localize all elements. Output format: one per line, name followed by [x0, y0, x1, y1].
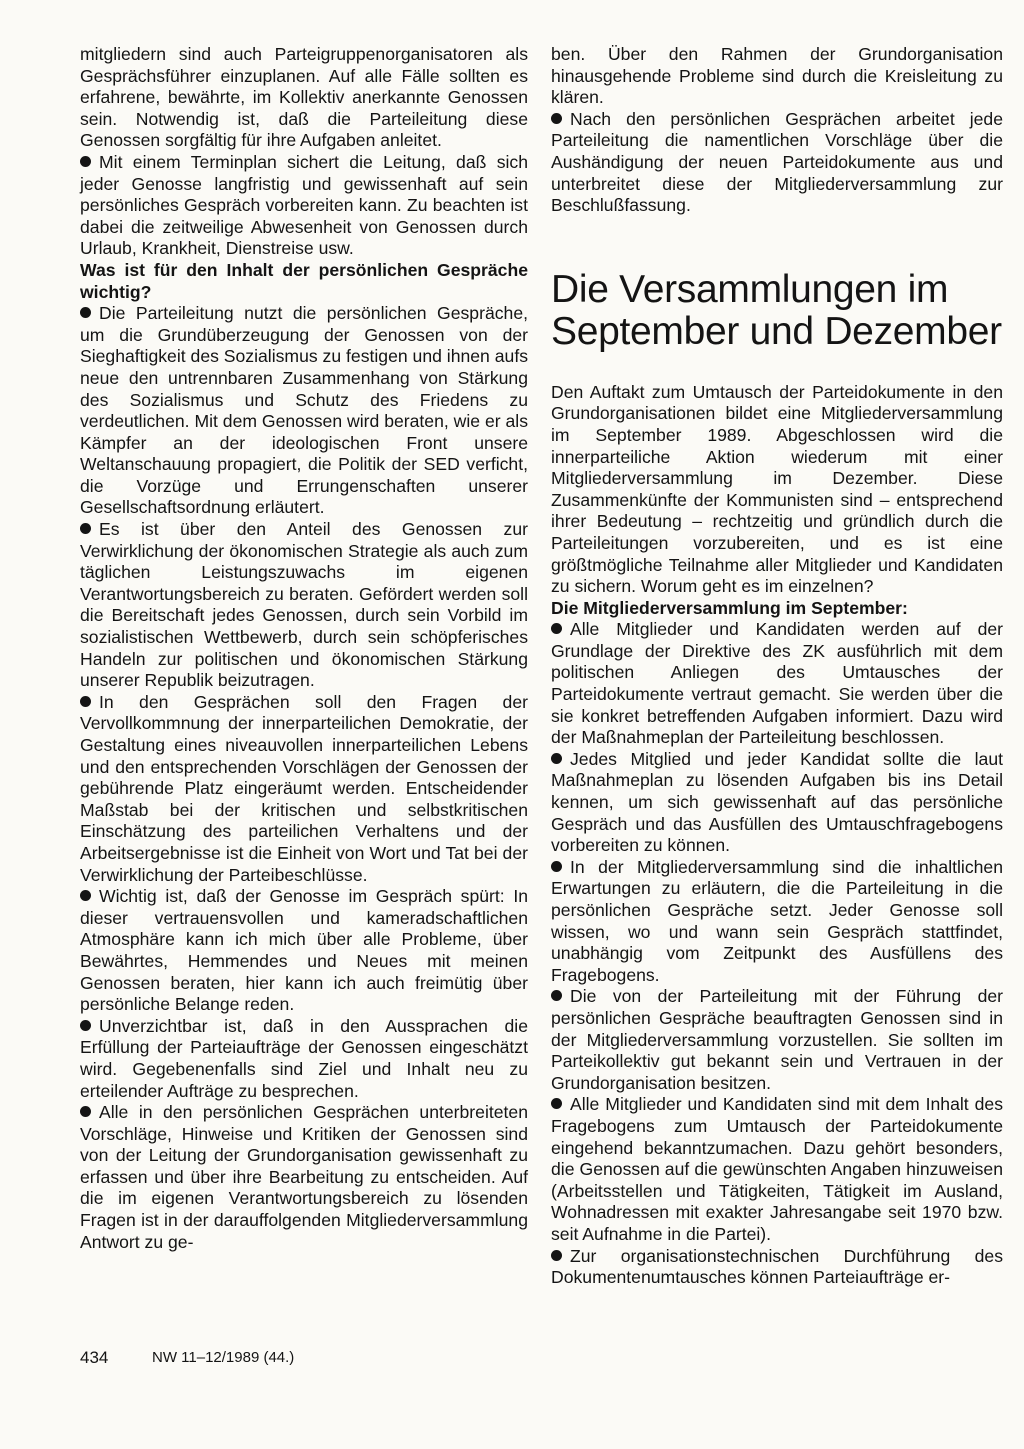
- right-continuation-paragraph: ben. Über den Rahmen der Grundorganisation hinausgehende Probleme sind durch die Kreisleitung zu klären.: [551, 44, 1003, 108]
- bullet-icon: [80, 156, 91, 167]
- left-bullet-2: Die Parteileitung nutzt die persönlichen Gespräche, um die Grundüberzeugung der Genossen von der Sieghaftigkeit des Sozialismus zu festigen und ihnen aufs neue den untrennbaren Zusammenhang von Stärkung des Sozialismus und Schutz des Friedens zu verdeutlichen. Mit dem Genossen wird beraten, wie er als Kämpfer an der ideologischen Front unsere Weltanschauung propagiert, die Politik der SED verficht, die Vorzüge und Errungenschaften unserer Gesellschaftsordnung erläutert.: [80, 303, 528, 518]
- bullet-icon: [80, 1020, 91, 1031]
- bullet-icon: [551, 623, 562, 634]
- bullet-icon: [80, 890, 91, 901]
- right-bullet-3: Jedes Mitglied und jeder Kandidat sollte die laut Maßnahmeplan zu lösenden Aufgaben bis ins Detail kennen, um sich gewissenhaft auf das persönliche Gespräch und das Ausfüllen des Umtauschfragebogens vorbereiten zu können.: [551, 748, 1003, 856]
- bullet-icon: [80, 307, 91, 318]
- left-bullet-3: Es ist über den Anteil des Genossen zur Verwirklichung der ökonomischen Strategie als auch zum täglichen Leistungszuwachs im eigenen Verantwortungsbereich zu beraten. Gefördert werden soll die Bereitschaft jedes Genossen, durch sein Vorbild im sozialistischen Wettbewerb, durch sein schöpferisches Handeln zur politischen und ökonomischen Stärkung unserer Republik beizutragen.: [80, 519, 528, 691]
- right-bullet-1: Nach den persönlichen Gesprächen arbeitet jede Parteileitung die namentlichen Vorschläge über die Aushändigung der neuen Parteidokumente aus und unterbreitet diese der Mitgliederversammlung zur Beschlußfassung.: [551, 108, 1003, 216]
- left-intro-paragraph: mitgliedern sind auch Parteigruppenorganisatoren als Gesprächsführer einzuplanen. Auf alle Fälle sollten es erfahrene, bewährte, im Kollektiv anerkannte Genossen sein. Notwendig ist, daß die Parteileitung diese Genossen sorgfältig für ihre Aufgaben anleitet.: [80, 44, 528, 151]
- bullet-icon: [551, 113, 562, 124]
- left-bullet-5: Wichtig ist, daß der Genosse im Gespräch spürt: In dieser vertrauensvollen und kameradschaftlichen Atmosphäre kann ich mich über alle Probleme, über Bewährtes, Hemmendes und Neues mit meinen Genossen beraten, hier kann ich auch freimütig über persönliche Belange reden.: [80, 886, 528, 1015]
- left-subheading: Was ist für den Inhalt der persönlichen Gespräche wichtig?: [80, 259, 528, 302]
- right-column: [551, 44, 1003, 1289]
- left-bullet-7: Alle in den persönlichen Gesprächen unterbreiteten Vorschläge, Hinweise und Kritiken der Genossen sind von der Leitung der Grundorganisation gewissenhaft zu erfassen und über ihre Bearbeitung zu entscheiden. Auf die im eigenen Verantwortungsbereich zu lösenden Fragen ist in der darauffolgenden Mitgliederversammlung Antwort zu ge-: [80, 1102, 528, 1252]
- right-bullet-5: Die von der Parteileitung mit der Führung der persönlichen Gespräche beauftragten Genossen sind in der Mitgliederversammlung vorzustellen. Sie sollten im Parteikollektiv gut bekannt sein und Vertrauen in der Grundorganisation besitzen.: [551, 986, 1003, 1093]
- bullet-icon: [551, 753, 562, 764]
- left-bullet-4: In den Gesprächen soll den Fragen der Vervollkommnung der innerparteilichen Demokratie, der Gestaltung eines niveauvollen innerparteilichen Lebens und den entsprechenden Vorschlägen der Genossen der gebührende Platz eingeräumt werden. Entscheidender Maßstab bei der kritischen und selbstkritischen Einschätzung des parteilichen Verhaltens und der Arbeitsergebnisse ist die Einheit von Wort und Tat bei der Verwirklichung der Parteibeschlüsse.: [80, 691, 528, 885]
- right-subheading: Die Mitgliederversammlung im September:: [551, 597, 908, 618]
- bullet-icon: [80, 523, 91, 534]
- bullet-icon: [80, 1106, 91, 1117]
- right-intro-paragraph: Den Auftakt zum Umtausch der Parteidokumente in den Grundorganisationen bildet eine Mitgliederversammlung im September 1989. Abgeschlossen wird die innerparteiliche Aktion wiederum mit einer Mitgliederversammlung im Dezember. Diese Zusammenkünfte der Kommunisten sind – entsprechend ihrer Bedeutung – rechtzeitig und gründlich durch die Parteileitungen vorzubereiten, und es ist eine größtmögliche Teilnahme aller Mitglieder und Kandidaten zu sichern. Worum geht es im einzelnen?: [551, 381, 1003, 597]
- page-number: 434: [80, 1348, 109, 1367]
- article-heading: Die Versammlungen im September und Dezember: [551, 267, 1002, 353]
- bullet-icon: [80, 696, 91, 707]
- bullet-icon: [551, 990, 562, 1001]
- right-bullet-2: Alle Mitglieder und Kandidaten werden auf der Grundlage der Direktive des ZK ausführlich mit dem politischen Anliegen des Umtausches der Parteidokumente vertraut gemacht. Sie werden über die sie konkret betreffenden Aufgaben informiert. Dazu wird der Maßnahmeplan der Parteileitung beschlossen.: [551, 619, 1003, 748]
- left-column: [80, 44, 528, 1253]
- right-bullet-6: Alle Mitglieder und Kandidaten sind mit dem Inhalt des Fragebogens zum Umtausch der Parteidokumente eingehend bekanntzumachen. Dazu gehört besonders, die Genossen auf die gewünschten Angaben hinzuweisen (Arbeitsstellen und Tätigkeiten, Tätigkeit im Ausland, Wohnadressen mit exakter Jahresangabe seit 1970 bzw. seit Aufnahme in die Partei).: [551, 1094, 1003, 1244]
- left-bullet-6: Unverzichtbar ist, daß in den Aussprachen die Erfüllung der Parteiaufträge der Genossen eingeschätzt wird. Gegebenenfalls sind Ziel und Inhalt neu zu erteilender Aufträge zu besprechen.: [80, 1015, 528, 1101]
- bullet-icon: [551, 1098, 562, 1109]
- bullet-icon: [551, 861, 562, 872]
- issue-reference: NW 11–12/1989 (44.): [152, 1349, 295, 1366]
- bullet-icon: [551, 1250, 562, 1261]
- left-bullet-1: Mit einem Terminplan sichert die Leitung, daß sich jeder Genosse langfristig und gewissenhaft auf sein persönliches Gespräch vorbereiten kann. Zu beachten ist dabei die zeitweilige Abwesenheit von Genossen durch Urlaub, Krankheit, Dienstreise usw.: [80, 151, 528, 259]
- right-bullet-7: Zur organisationstechnischen Durchführung des Dokumentenumtausches können Parteiaufträge er-: [551, 1245, 1003, 1288]
- right-bullet-4: In der Mitgliederversammlung sind die inhaltlichen Erwartungen zu erläutern, die die Parteileitung in die persönlichen Gespräche setzt. Jeder Genosse soll wissen, wo und wann sein Gespräch stattfindet, unabhängig vom Zeitpunkt des Ausfüllens des Fragebogens.: [551, 856, 1003, 985]
